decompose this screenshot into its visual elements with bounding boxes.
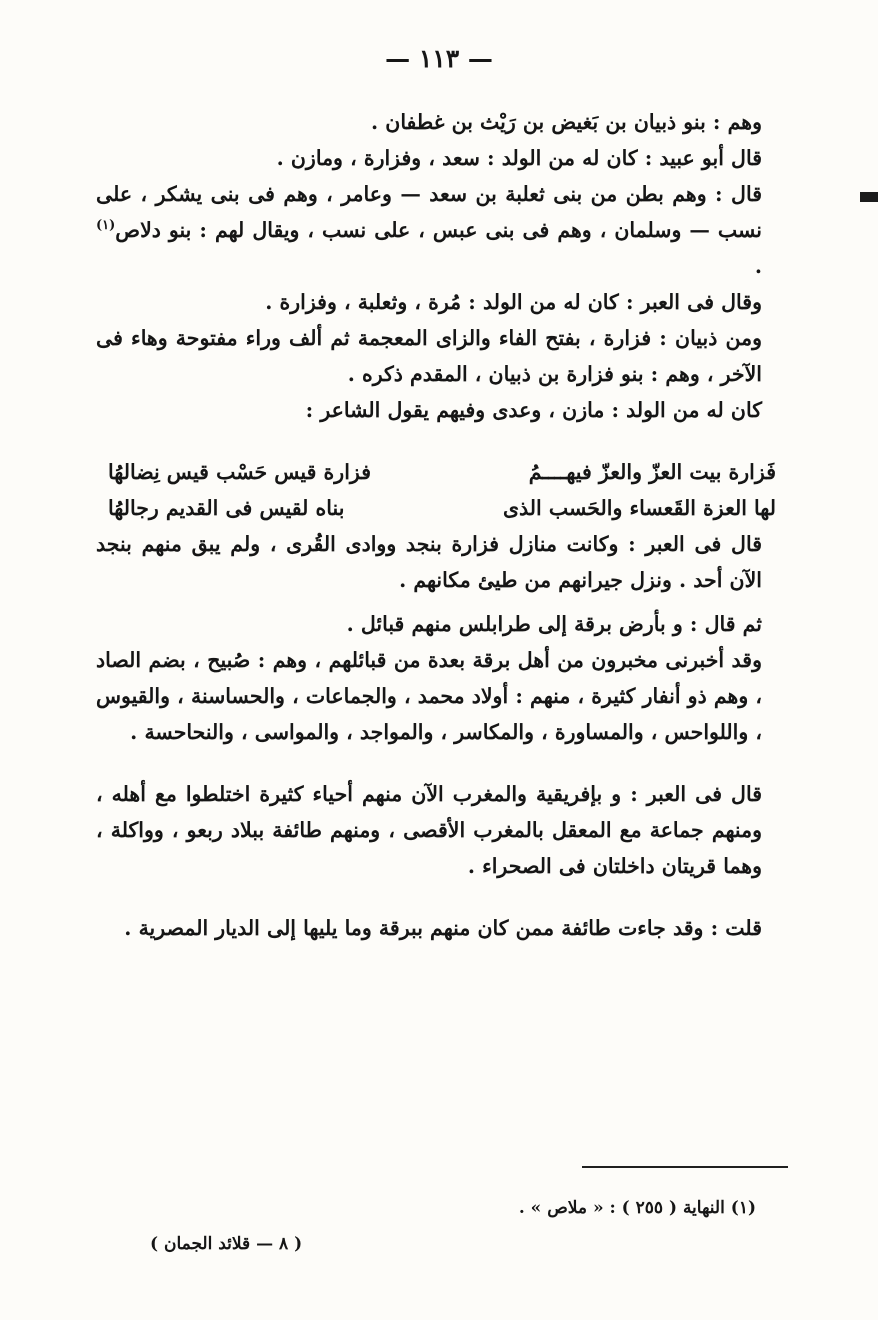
footnote-divider <box>582 1166 788 1168</box>
paragraph: قلت : وقد جاءت طائفة ممن كان منهم ببرقة وما يليها إلى الديار المصرية . <box>124 916 762 940</box>
verse-first-hemistich: لها العزة القَعساء والحَسب الذى <box>503 496 776 520</box>
paragraph: وهم : بنو ذبيان بن بَغيض بن رَيْث بن غطفان . <box>370 110 762 134</box>
paragraph <box>96 176 788 284</box>
paragraph-end: . <box>754 254 762 278</box>
paragraph-text: قال : وهم بطن من بنى ثعلبة بن سعد — وعامر ، وهم فى بنى يشكر ، على نسب — وسلمان ، وهم فى بنى عبس ، على نسب ، ويقال لهم : بنو دلاص <box>96 182 762 242</box>
main-text <box>96 104 788 946</box>
verse-line <box>96 454 788 490</box>
paragraph: قال فى العبر : و بإفريقية والمغرب الآن منهم أحياء كثيرة اختلطوا مع أهله ، ومنهم جماعة مع المعقل بالمغرب الأقصى ، ومنهم طائفة ببلاد ربعو ، وواكلة ، وهما قريتان داخلتان فى الصحراء . <box>96 782 762 878</box>
paragraph: كان له من الولد : مازن ، وعدى وفيهم يقول الشاعر : <box>305 398 762 422</box>
margin-mark <box>860 192 878 202</box>
verse-second-hemistich: فزارة قيس حَسْب قيس نِضالهُا <box>108 460 371 484</box>
verse-line <box>96 490 788 526</box>
verse-first-hemistich: فَزارة بيت العزّ والعزّ فيهــــمُ <box>528 460 776 484</box>
paragraph: وقال فى العبر : كان له من الولد : مُرة ، وثعلبة ، وفزارة . <box>265 290 762 314</box>
paragraph: قال أبو عبيد : كان له من الولد : سعد ، وفزارة ، ومازن . <box>276 146 762 170</box>
paragraph: قال فى العبر : وكانت منازل فزارة بنجد ووادى القُرى ، ولم يبق منهم بنجد الآن أحد . ونزل جيرانهم من طيئ مكانهم . <box>96 532 762 592</box>
verse-second-hemistich: بناه لقيس فى القديم رجالهُا <box>108 496 345 520</box>
page-number: — ١١٣ — <box>385 44 493 73</box>
paragraph: ثم قال : و بأرض برقة إلى طرابلس منهم قبائل . <box>346 612 762 636</box>
paragraph: وقد أخبرنى مخبرون من أهل برقة بعدة من قبائلهم ، وهم : صُبيح ، بضم الصاد ، وهم ذو أنفار كثيرة ، منهم : أولاد محمد ، والجماعات ، والحساسنة ، والقيوس ، واللواحس ، والمساورة ، والمكاسر ، والمواجد ، والمواسى ، والنحاحسة . <box>96 648 762 744</box>
paragraph: ومن ذبيان : فزارة ، بفتح الفاء والزاى المعجمة ثم ألف وراء مفتوحة وهاء فى الآخر ، وهم : بنو فزارة بن ذبيان ، المقدم ذكره . <box>96 326 762 386</box>
footnote: (١) النهاية ( ٢٥٥ ) : « ملاص » . <box>518 1198 756 1218</box>
footnote-ref: (١) <box>96 218 116 234</box>
signature-mark: ( ٨ — قلائد الجمان ) <box>150 1234 303 1254</box>
poem <box>96 454 788 526</box>
